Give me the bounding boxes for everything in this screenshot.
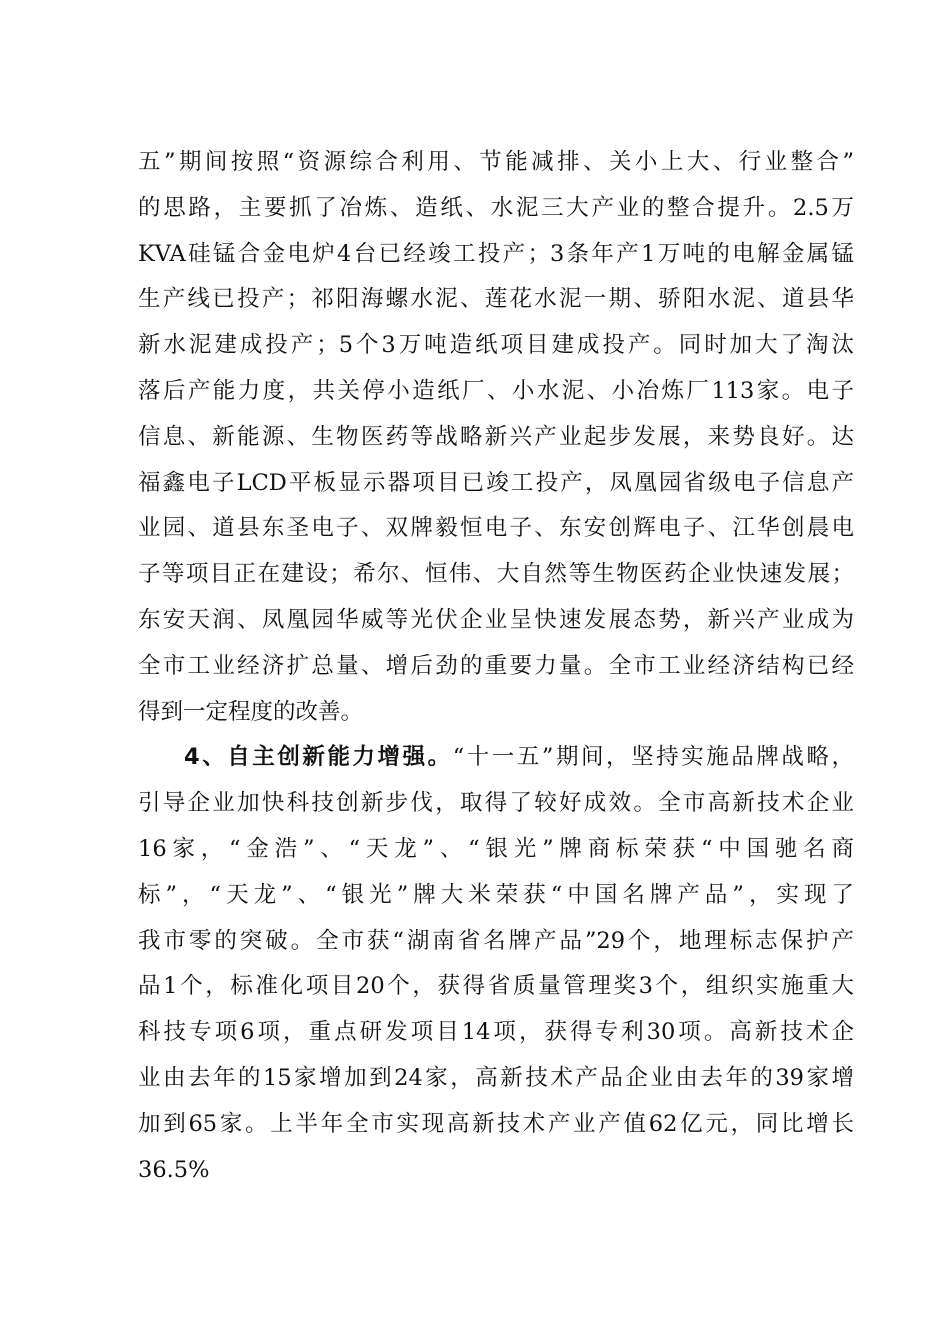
- text-line: 引导企业加快科技创新步伐，取得了较好成效。全市高新技术企业: [138, 790, 854, 817]
- paragraph-first-line: [138, 735, 854, 781]
- text-line: 得到一定程度的改善。: [138, 698, 364, 725]
- section-heading: 4、自主创新能力增强。: [184, 744, 453, 771]
- text-line: 全市工业经济扩总量、增后劲的重要力量。全市工业经济结构已经: [138, 652, 854, 679]
- text-line: KVA硅锰合金电炉4台已经竣工投产；3条年产1万吨的电解金属锰: [138, 240, 854, 267]
- text-line: 五”期间按照“资源综合利用、节能减排、关小上大、行业整合”: [138, 149, 854, 175]
- text-line: 业由去年的15家增加到24家，高新技术产品企业由去年的39家增: [138, 1064, 854, 1091]
- text-span: “十一五”期间，坚持实施品牌战略，: [452, 744, 854, 771]
- text-line: 落后产能力度，共关停小造纸厂、小水泥、小冶炼厂113家。电子: [138, 377, 854, 404]
- text-line: 品1个，标准化项目20个，获得省质量管理奖3个，组织实施重大: [138, 973, 854, 1000]
- paragraph-industry-integration: [138, 140, 854, 735]
- text-line: 我市零的突破。全市获“湖南省名牌产品”29个，地理标志保护产: [138, 927, 854, 954]
- text-line: 信息、新能源、生物医药等战略新兴产业起步发展，来势良好。达: [138, 423, 854, 450]
- body-text: [138, 140, 854, 1193]
- text-line: 业园、道县东圣电子、双牌毅恒电子、东安创辉电子、江华创晨电: [138, 515, 854, 542]
- text-line: 标”，“天龙”、“银光”牌大米荣获“中国名牌产品”，实现了: [138, 881, 854, 908]
- text-line: 生产线已投产；祁阳海螺水泥、莲花水泥一期、骄阳水泥、道县华: [138, 286, 854, 313]
- text-line: 东安天润、凤凰园华威等光伏企业呈快速发展态势，新兴产业成为: [138, 606, 854, 633]
- text-line: 16家，“金浩”、“天龙”、“银光”牌商标荣获“中国驰名商: [138, 835, 854, 862]
- text-line: 子等项目正在建设；希尔、恒伟、大自然等生物医药企业快速发展；: [138, 561, 854, 588]
- text-line: 36.5%: [138, 1156, 210, 1183]
- text-line: 的思路，主要抓了冶炼、造纸、水泥三大产业的整合提升。2.5万: [138, 194, 854, 221]
- text-line: 科技专项6项，重点研发项目14项，获得专利30项。高新技术企: [138, 1019, 854, 1046]
- text-line: 新水泥建成投产；5个3万吨造纸项目建成投产。同时加大了淘汰: [138, 332, 854, 359]
- text-line: 福鑫电子LCD平板显示器项目已竣工投产，凤凰园省级电子信息产: [138, 469, 854, 496]
- paragraph-innovation: [138, 735, 854, 1193]
- text-line: 加到65家。上半年全市实现高新技术产业产值62亿元，同比增长: [138, 1110, 854, 1137]
